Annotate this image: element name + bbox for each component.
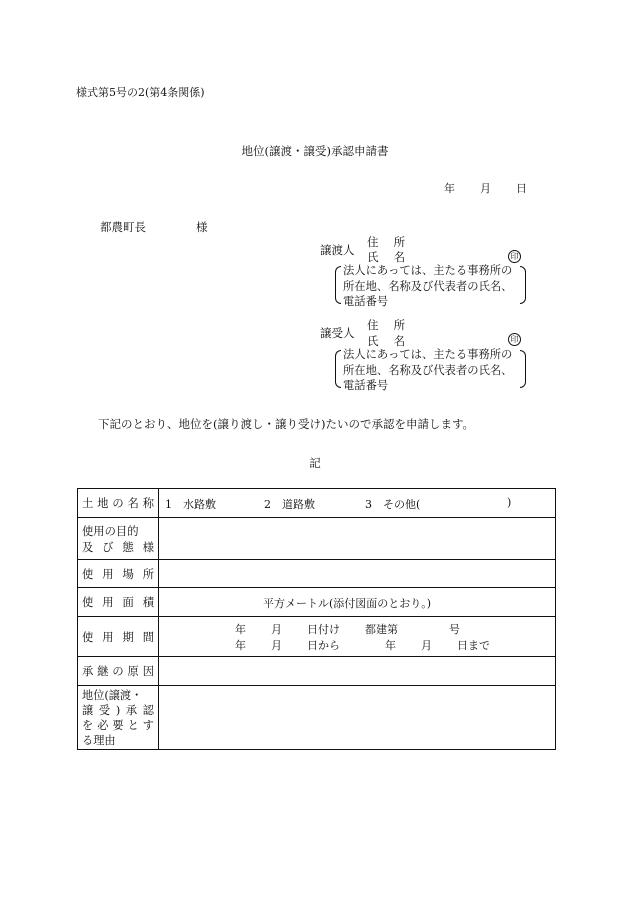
period-from-year: 年 (235, 639, 246, 652)
period-value[interactable] (159, 617, 556, 657)
succession-label: 承継の原因 (78, 657, 159, 686)
purpose-label: 使用の目的 及び態様 (78, 518, 159, 560)
transferee-role: 譲受人 (320, 326, 355, 340)
seal-icon: 印 (508, 250, 521, 263)
page-title: 地位(譲渡・譲受)承認申請書 (241, 144, 389, 158)
period-from-day: 日から (307, 639, 340, 652)
body-text: 下記のとおり、地位を(譲り渡し・譲り受け)たいので承認を申請します。 (98, 417, 475, 431)
land-option-2: 2 道路敷 (264, 498, 315, 511)
transferor-note: 法人にあっては、主たる事務所の 所在地、名称及び代表者の氏名、 電話番号 (343, 264, 513, 308)
area-unit-text: 平方メートル(添付図面のとおり。) (263, 597, 432, 610)
bracket-left (335, 350, 341, 388)
transferor-name-label: 氏 名 (367, 250, 411, 264)
bracket-left (335, 266, 341, 304)
table-row (78, 657, 556, 686)
land-option-3: 3 その他( (365, 498, 421, 511)
transferor-address-label: 住 所 (367, 235, 411, 249)
land-name-label: 土地の名称 (78, 489, 159, 518)
bracket-right (520, 350, 526, 388)
purpose-value[interactable] (159, 518, 556, 560)
date-month: 月 (480, 182, 491, 195)
succession-value[interactable] (159, 657, 556, 686)
land-option-close: ) (507, 496, 512, 509)
period-dated: 日付け (307, 623, 340, 636)
addressee-honorific: 様 (196, 220, 208, 234)
table-row (78, 617, 556, 657)
area-value[interactable] (159, 588, 556, 617)
transferee-name-label: 氏 名 (367, 334, 411, 348)
period-year: 年 (235, 623, 246, 636)
form-id: 様式第5号の2(第4条関係) (76, 86, 205, 99)
transferee-note: 法人にあっては、主たる事務所の 所在地、名称及び代表者の氏名、 電話番号 (343, 348, 513, 392)
application-table (77, 488, 556, 750)
date-day: 日 (516, 182, 527, 195)
location-label: 使用場所 (78, 560, 159, 588)
period-label: 使用期間 (78, 617, 159, 657)
date-year: 年 (444, 182, 455, 195)
ki-heading: 記 (309, 456, 321, 470)
period-to-month: 月 (421, 639, 432, 652)
period-to-year: 年 (385, 639, 396, 652)
reason-value[interactable] (159, 686, 556, 750)
area-label: 使用面積 (78, 588, 159, 617)
period-to-day: 日まで (457, 639, 490, 652)
location-value[interactable] (159, 560, 556, 588)
land-name-value[interactable] (159, 489, 556, 518)
table-row (78, 489, 556, 518)
table-row (78, 518, 556, 560)
period-month: 月 (271, 623, 282, 636)
period-permit-no: 都建第 (365, 623, 398, 636)
addressee-name: 都農町長 (100, 220, 146, 234)
table-row (78, 588, 556, 617)
seal-icon: 印 (508, 333, 521, 346)
period-number: 号 (449, 623, 460, 636)
table-row (78, 560, 556, 588)
transferee-address-label: 住 所 (367, 318, 411, 332)
land-option-1: 1 水路敷 (165, 498, 216, 511)
table-row (78, 686, 556, 750)
reason-label: 地位(譲渡・ 譲受)承認 を必要とす る理由 (78, 686, 159, 750)
period-from-month: 月 (271, 639, 282, 652)
bracket-right (520, 266, 526, 304)
transferor-role: 譲渡人 (320, 243, 355, 257)
